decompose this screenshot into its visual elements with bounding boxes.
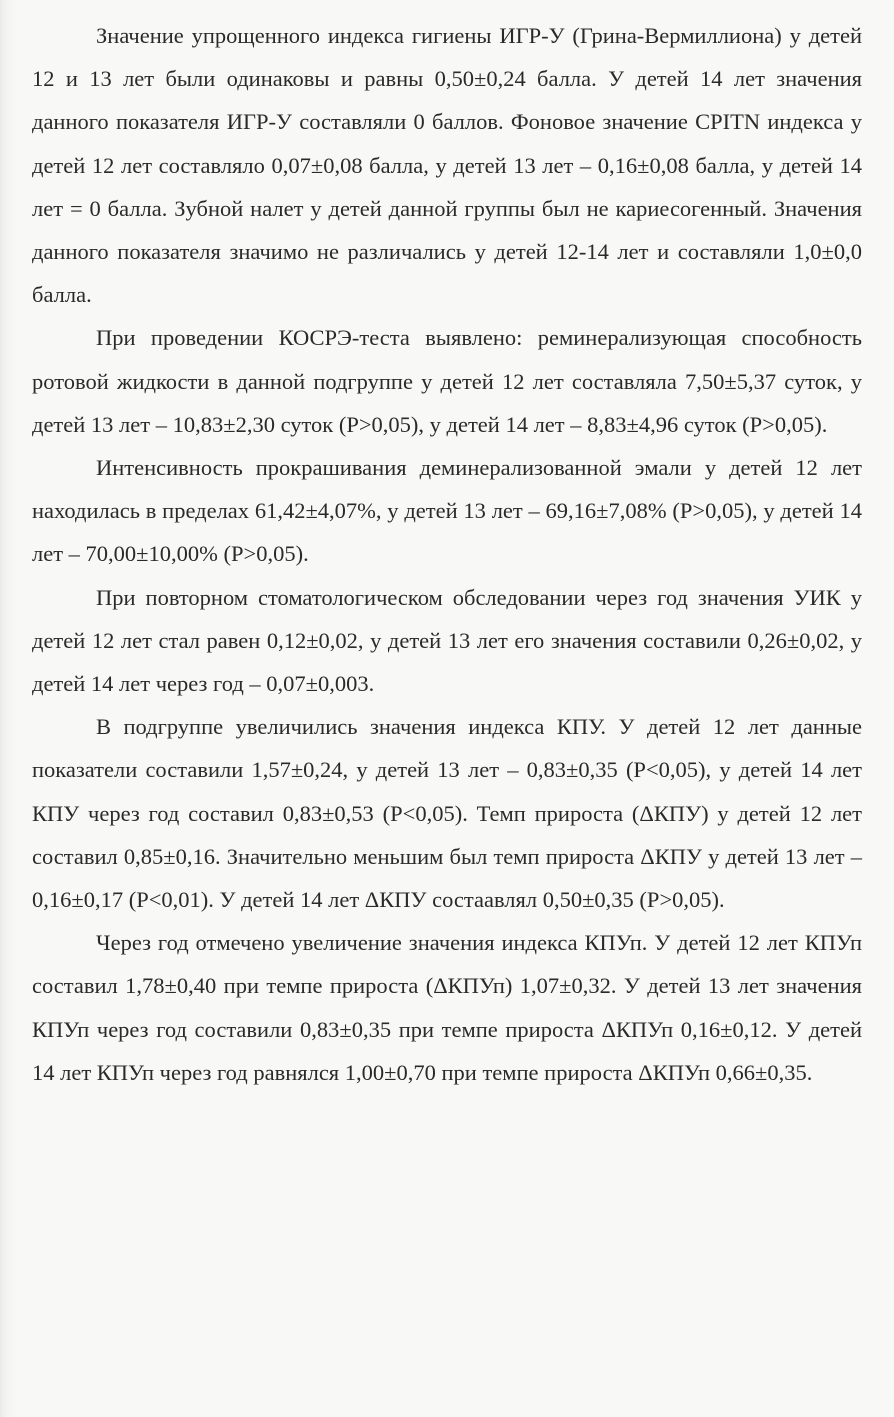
paragraph-enamel-staining: Интенсивность прокрашивания деминерализованной эмали у детей 12 лет находилась в пределах 61,42±4,07%, у детей 13 лет – 69,16±7,08% (Р>0,05), у детей 14 лет – 70,00±10,00% (Р>0,05). [32, 455, 862, 567]
paragraph-kosre-test: При проведении КОСРЭ-теста выявлено: реминерализующая способность ротовой жидкости в данной подгруппе у детей 12 лет составляла 7,50±5,37 суток, у детей 13 лет – 10,83±2,30 суток (Р>0,05), у детей 14 лет – 8,83±4,96 суток (Р>0,05). [32, 325, 862, 437]
paragraph-repeat-exam: При повторном стоматологическом обследовании через год значения УИК у детей 12 лет стал равен 0,12±0,02, у детей 13 лет его значения составили 0,26±0,02, у детей 14 лет через год – 0,07±0,003. [32, 584, 862, 697]
document-body [32, 14, 862, 1094]
paragraph-kpu-index: В подгруппе увеличились значения индекса КПУ. У детей 12 лет данные показатели составили 1,57±0,24, у детей 13 лет – 0,83±0,35 (Р<0,05), у детей 14 лет КПУ через год составил 0,83±0,53 (Р<0,05). Темп прироста (ΔКПУ) у детей 12 лет составил 0,85±0,16. Значительно меньшим был темп прироста ΔКПУ у детей 13 лет – 0,16±0,17 (Р<0,01). У детей 14 лет ΔКПУ состаавлял 0,50±0,35 (Р>0,05). [32, 714, 862, 913]
paragraph-kpup-index: Через год отмечено увеличение значения индекса КПУп. У детей 12 лет КПУп составил 1,78±0,40 при темпе прироста (ΔКПУп) 1,07±0,32. У детей 13 лет значения КПУп через год составили 0,83±0,35 при темпе прироста ΔКПУп 0,16±0,12. У детей 14 лет КПУп через год равнялся 1,00±0,70 при темпе прироста ΔКПУп 0,66±0,35. [32, 930, 862, 1085]
paragraph-hygiene-index: Значение упрощенного индекса гигиены ИГР-У (Грина-Вермиллиона) у детей 12 и 13 лет были одинаковы и равны 0,50±0,24 балла. У детей 14 лет значения данного показателя ИГР-У составляли 0 баллов. Фоновое значение CPITN индекса у детей 12 лет составляло 0,07±0,08 балла, у детей 13 лет – 0,16±0,08 балла, у детей 14 лет = 0 балла. Зубной налет у детей данной группы был не кариесогенный. Значения данного показателя значимо не различались у детей 12-14 лет и составляли 1,0±0,0 балла. [32, 23, 862, 308]
